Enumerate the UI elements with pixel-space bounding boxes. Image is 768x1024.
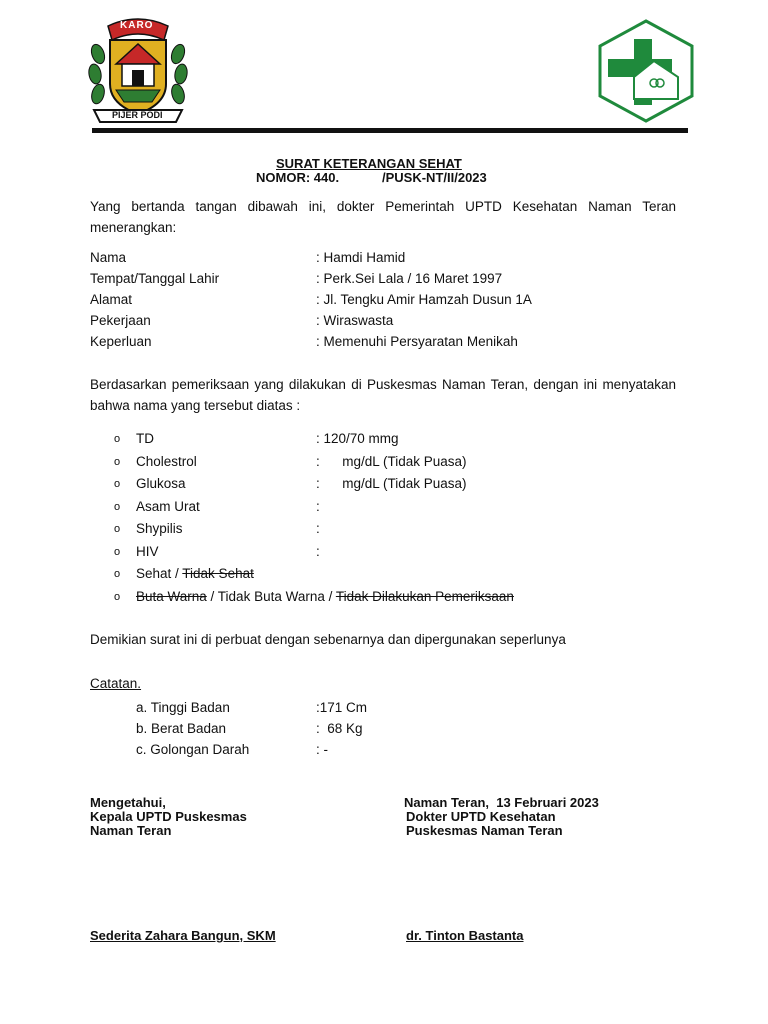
- intro-paragraph: Yang bertanda tangan dibawah ini, dokter Pemerintah UPTD Kesehatan Naman Teran menerangkan:: [90, 199, 676, 235]
- identity-value-nama: : Hamdi Hamid: [316, 250, 406, 265]
- identity-label-keperluan: Keperluan: [90, 334, 152, 349]
- color-vision-buta-warna: Buta Warna: [136, 589, 207, 604]
- signatory-right-name: dr. Tinton Bastanta: [406, 928, 524, 943]
- signature-left-line3: Naman Teran: [90, 823, 172, 838]
- bullet-marker: o: [114, 501, 121, 513]
- bullet-marker: o: [114, 433, 121, 445]
- note-value-tinggi: :171 Cm: [316, 700, 368, 715]
- color-vision-tidak-dilakukan: Tidak Dilakukan Pemeriksaan: [335, 589, 514, 604]
- identity-label-nama: Nama: [90, 250, 127, 265]
- exam-label-td: TD: [136, 431, 154, 446]
- bullet-marker: o: [114, 523, 121, 535]
- health-status-line: [136, 566, 254, 582]
- exam-value-glukosa: : mg/dL (Tidak Puasa): [316, 476, 467, 491]
- crest-bottom-text: PIJER PODI: [112, 110, 163, 120]
- identity-label-alamat: Alamat: [90, 292, 133, 307]
- exam-value-shypilis: :: [316, 521, 320, 536]
- exam-value-hiv: :: [316, 544, 320, 559]
- bullet-marker: o: [114, 546, 121, 558]
- document-number-suffix: /PUSK-NT/II/2023: [382, 170, 487, 185]
- note-label-berat: b. Berat Badan: [136, 721, 227, 736]
- bullet-marker: o: [114, 568, 121, 580]
- health-status-tidak-sehat: Tidak Sehat: [182, 566, 254, 581]
- health-status-sehat: Sehat /: [136, 566, 183, 581]
- identity-value-keperluan: : Memenuhi Persyaratan Menikah: [316, 334, 518, 349]
- health-cross-logo: [594, 19, 698, 123]
- bullet-marker: o: [114, 478, 121, 490]
- identity-value-ttl: : Perk.Sei Lala / 16 Maret 1997: [316, 271, 503, 286]
- closing-statement: Demikian surat ini di perbuat dengan sebenarnya dan dipergunakan seperlunya: [90, 632, 566, 647]
- signature-right-line2: Dokter UPTD Kesehatan: [406, 809, 556, 824]
- document-number-prefix: NOMOR: 440.: [256, 170, 340, 185]
- note-label-golongan-darah: c. Golongan Darah: [136, 742, 250, 757]
- color-vision-tidak-buta-warna: / Tidak Buta Warna /: [206, 589, 336, 604]
- notes-heading: Catatan.: [90, 676, 142, 691]
- bullet-marker: o: [114, 591, 121, 603]
- exam-value-asam-urat: :: [316, 499, 320, 514]
- color-vision-line: [136, 589, 514, 605]
- note-value-golongan-darah: : -: [316, 742, 328, 757]
- signature-left-line1: Mengetahui,: [90, 795, 166, 810]
- exam-label-hiv: HIV: [136, 544, 159, 559]
- signature-left-line2: Kepala UPTD Puskesmas: [90, 809, 247, 824]
- identity-value-pekerjaan: : Wiraswasta: [316, 313, 394, 328]
- exam-value-td: : 120/70 mmg: [316, 431, 399, 446]
- signature-right-line3: Puskesmas Naman Teran: [406, 823, 563, 838]
- exam-label-glukosa: Glukosa: [136, 476, 186, 491]
- identity-value-alamat: : Jl. Tengku Amir Hamzah Dusun 1A: [316, 292, 532, 307]
- identity-label-ttl: Tempat/Tanggal Lahir: [90, 271, 220, 286]
- exam-label-asam-urat: Asam Urat: [136, 499, 200, 514]
- exam-intro-paragraph: Berdasarkan pemeriksaan yang dilakukan di Puskesmas Naman Teran, dengan ini menyatakan bahwa nama yang tersebut diatas :: [90, 377, 676, 413]
- crest-top-text: KARO: [120, 20, 154, 31]
- signatory-left-name: Sederita Zahara Bangun, SKM: [90, 928, 276, 943]
- regional-crest-logo: [86, 14, 190, 126]
- exam-label-shypilis: Shypilis: [136, 521, 183, 536]
- identity-label-pekerjaan: Pekerjaan: [90, 313, 151, 328]
- note-value-berat: : 68 Kg: [316, 721, 363, 736]
- document-title: SURAT KETERANGAN SEHAT: [276, 156, 462, 171]
- bullet-marker: o: [114, 456, 121, 468]
- exam-value-cholestrol: : mg/dL (Tidak Puasa): [316, 454, 467, 469]
- note-label-tinggi: a. Tinggi Badan: [136, 700, 230, 715]
- signature-right-line1: Naman Teran, 13 Februari 2023: [404, 795, 599, 810]
- exam-label-cholestrol: Cholestrol: [136, 454, 197, 469]
- header-divider: [92, 128, 688, 133]
